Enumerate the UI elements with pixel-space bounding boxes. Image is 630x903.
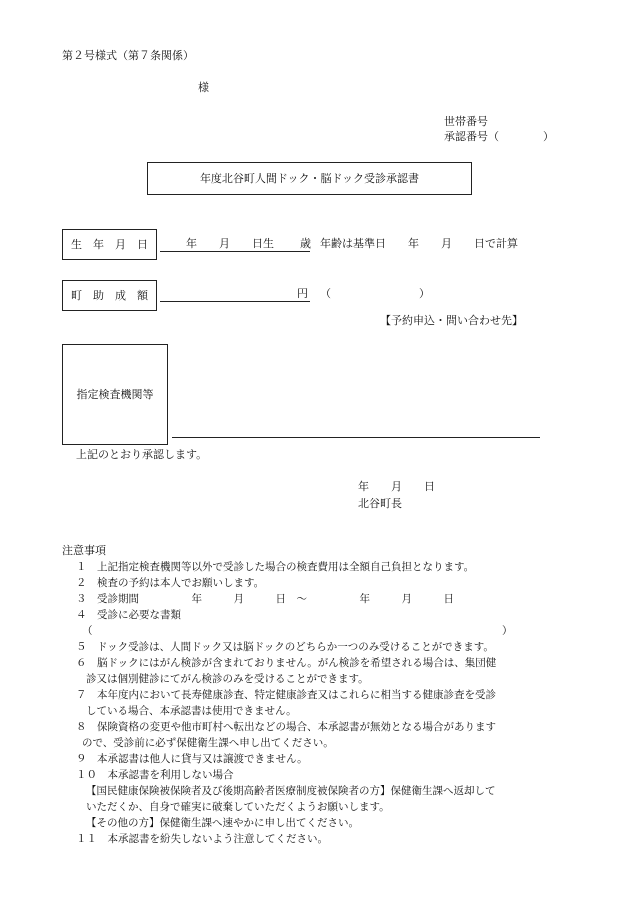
note-line: ので、受診前に必ず保健衛生課へ申し出てください。 — [82, 737, 334, 749]
birth-date-label: 生 年 月 日 — [71, 238, 148, 251]
note-line: ６ 脳ドックにはがん検診が含まれておりません。がん検診を希望される場合は、集団健 — [76, 657, 497, 669]
document-title: 年度北谷町人間ドック・脳ドック受診承認書 — [199, 172, 420, 185]
birth-date-text: 年 月 日生 — [186, 237, 274, 250]
note-line: ２ 検査の予約は本人でお願いします。 — [76, 577, 265, 589]
note-line: ８ 保険資格の変更や他市町村へ転出などの場合、本承認書が無効となる場合があります — [76, 721, 496, 733]
signature-date: 年 月 日 — [358, 480, 435, 493]
notes-heading: 注意事項 — [62, 544, 106, 557]
subsidy-label: 町 助 成 額 — [71, 289, 148, 302]
institution-box — [62, 344, 168, 445]
note-line: している場合、本承認書は使用できません。 — [86, 705, 297, 717]
mayor-title: 北谷町長 — [358, 497, 402, 510]
age-note: 年齢は基準日 年 月 日で計算 — [320, 237, 518, 250]
institution-label: 指定検査機関等 — [76, 388, 154, 401]
note-line: 診又は個別健診にてがん検診のみを受けることができます。 — [86, 673, 369, 685]
birth-date-underline — [160, 251, 310, 252]
form-number: 第２号様式（第７条関係） — [62, 49, 194, 62]
contact-label: 【予約申込・問い合わせ先】 — [380, 314, 523, 327]
institution-underline — [172, 437, 540, 438]
note-line: ３ 受診期間 年 月 日 ～ 年 月 日 — [76, 593, 454, 605]
note-line: ９ 本承認書は他人に貸与又は譲渡できません。 — [76, 753, 308, 765]
title-box — [147, 162, 472, 195]
note-line: １１ 本承認書を紛失しないよう注意してください。 — [76, 833, 328, 845]
approval-number-label: 承認番号（ ） — [444, 130, 554, 143]
note-line: 【その他の方】保健衛生課へ速やかに申し出てください。 — [86, 817, 359, 829]
subsidy-label-box — [62, 280, 157, 311]
note-line: ７ 本年度内において長寿健康診査、特定健康診査又はこれらに相当する健康診査を受診 — [76, 689, 496, 701]
note-line: いただくか、自身で確実に破棄していただくようお願いします。 — [86, 801, 390, 813]
household-number-label: 世帯番号 — [444, 115, 488, 128]
note-line: 【国民健康保険被保険者及び後期高齢者医療制度被保険者の方】保健衛生課へ返却して — [86, 785, 496, 797]
birth-date-label-box — [62, 229, 157, 260]
yen-label: 円 — [297, 287, 308, 300]
addressee-suffix: 様 — [198, 81, 209, 94]
note-line: １ 上記指定検査機関等以外で受診した場合の検査費用は全額自己負担となります。 — [76, 561, 475, 573]
subsidy-paren: （ ） — [320, 287, 430, 300]
note-line: ５ ドック受診は、人間ドック又は脳ドックのどちらか一つのみ受けることができます。 — [76, 641, 494, 653]
subsidy-underline — [160, 301, 310, 302]
note-line: １０ 本承認書を利用しない場合 — [76, 769, 234, 781]
age-label: 歳 — [300, 237, 311, 250]
note-line: （ ） — [82, 625, 513, 637]
approval-statement: 上記のとおり承認します。 — [76, 448, 208, 461]
note-line: ４ 受診に必要な書類 — [76, 609, 181, 621]
